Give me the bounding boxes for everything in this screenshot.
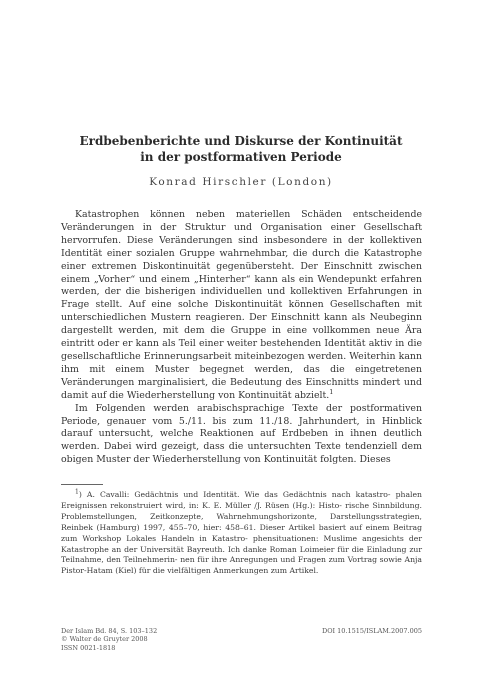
footnote [61,490,422,577]
footnote-text: ) A. Cavalli: Gedächtnis und Identität. Wie das Gedächtnis nach katastro- phalen Ereignissen rekonstruiert wird, in: K. E. Müller /J. Rüsen (Hg.): Histo- rische Sinnbildung. Problemstellungen, Zeitkonzepte, Wahrnehmungshorizonte, Darstellungsstrategien, Reinbek (Hamburg) 1997, 455–70, hier: 458–61. Dieser Artikel basiert auf einem Beitrag zum Workshop Lokales Handeln in Katastro- phensituationen: Muslime angesichts der Katastrophe an der Universität Bayreuth. Ich danke Roman Loimeier für die Einladung zur Teilnahme, den Teilnehmerin- nen für ihre Anregungen und Fragen zum Vortrag sowie Anja Pistor-Hatam (Kiel) für die vielfältigen Anmerkungen zum Artikel. [61,490,422,576]
footnote-reference: 1 [329,387,334,396]
doi-line: DOI 10.1515/ISLAM.2007.005 [321,627,422,635]
paragraph-2 [61,403,422,468]
paragraph-1 [61,209,422,403]
paragraph-2-text: Im Folgenden werden arabischsprachige Texte der postformativen Periode, genauer vom 5./11. bis zum 11./18. Jahrhundert, in Hinblick darauf untersucht, welche Reaktionen auf Erdbeben in ihnen deutlich werden. Dabei wird gezeigt, dass die untersuchten Texte tendenziell dem obigen Muster der Wiederherstellung von Kontinuität folgten. Dieses [61,402,422,466]
footnote-number: 1 [75,488,79,496]
title-line: in der postformativen Periode [140,149,342,164]
article-title [60,134,422,165]
journal-meta [61,627,157,652]
author-line: Konrad Hirschler (London) [149,176,333,188]
footnote-separator [61,484,103,485]
paragraph-1-text: Katastrophen können neben materiellen Schäden entscheidende Veränderungen in der Struktur und Organisation einer Gesellschaft hervorrufen. Diese Veränderungen sind insbesondere in der kollektiven Identität einer sozialen Gruppe wahrnehmbar, die durch die Katastrophe einer extremen Diskontinuität gegenübersteht. Der Einschnitt zwischen einem „Vorher“ und einem „Hinterher“ kann als ein Wendepunkt erfahren werden, der die bisherigen individuellen und kollektiven Erfahrungen in Frage stellt. Auf eine solche Diskontinuität können Gesellschaften mit unterschiedlichen Mustern reagieren. Der Einschnitt kann als Neubeginn dargestellt werden, mit dem die Gruppe in eine vollkommen neue Ära eintritt oder er kann als Teil einer weiter bestehenden Identität aktiv in die gesellschaftliche Erinnerungsarbeit miteinbezogen werden. Weiterhin kann ihm mit einem Muster begegnet werden, das die eingetretenen Veränderungen marginalisiert, die Bedeutung des Einschnitts mindert und damit auf die Wiederherstellung von Kontinuität abzielt. [61,209,422,401]
issn-line: ISSN 0021-1818 [61,643,116,652]
article-body [61,209,422,467]
title-line: Erdbebenberichte und Diskurse der Kontinuität [79,134,403,148]
copyright-line: © Walter de Gruyter 2008 [61,635,148,644]
journal-citation: Der Islam Bd. 84, S. 103–132 [61,627,158,635]
